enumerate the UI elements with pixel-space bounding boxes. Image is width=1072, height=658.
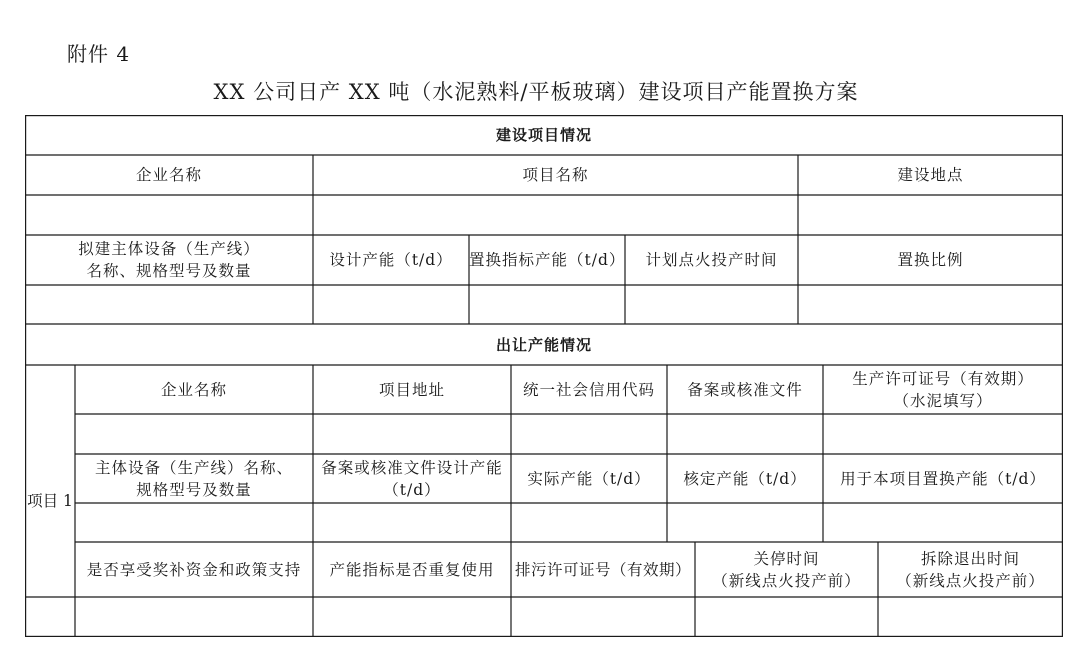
subsidy-support-header: 是否享受奖补资金和政策支持 [86,560,302,579]
transfer-section-heading: 出让产能情况 [495,335,592,354]
transfer-enterprise-name-header: 企业名称 [160,380,227,399]
design-capacity-value[interactable] [313,285,469,324]
filing-document-header: 备案或核准文件 [687,380,803,399]
credit-code-value[interactable] [511,414,667,454]
actual-capacity-header: 实际产能（t/d） [527,469,651,488]
quota-reused-header: 产能指标是否重复使用 [329,560,495,579]
demolition-time-value[interactable] [878,597,1063,637]
replacement-ratio-header: 置换比例 [897,251,964,269]
production-license-header: 生产许可证号（有效期） （水泥填写） [852,369,1034,410]
document-title: XX 公司日产 XX 吨（水泥熟料/平板玻璃）建设项目产能置换方案 [213,80,859,104]
project-1-label: 项目 1 [27,492,73,510]
replacement-quota-value[interactable] [469,285,625,324]
planned-equipment-value[interactable] [25,285,313,324]
actual-capacity-value[interactable] [511,503,667,542]
transfer-enterprise-name-value[interactable] [75,414,313,454]
subsidy-support-value[interactable] [75,597,313,637]
construction-section-heading: 建设项目情况 [495,126,592,144]
approved-capacity-value[interactable] [667,503,823,542]
replacement-ratio-value[interactable] [798,285,1063,324]
shutdown-time-value[interactable] [695,597,878,637]
planned-ignition-time-value[interactable] [625,285,798,324]
design-capacity-header: 设计产能（t/d） [329,251,453,269]
demolition-time-header: 拆除退出时间 （新线点火投产前） [896,549,1045,590]
filing-document-value[interactable] [667,414,823,454]
approved-capacity-header: 核定产能（t/d） [683,469,807,488]
attachment-label: 附件 4 [67,42,131,66]
capacity-replacement-table [25,115,1063,637]
planned-ignition-time-header: 计划点火投产时间 [645,251,778,269]
construction-site-header: 建设地点 [897,166,964,184]
construction-project-name-value[interactable] [313,195,798,235]
main-equipment-header: 主体设备（生产线）名称、 规格型号及数量 [94,458,293,499]
construction-enterprise-name-header: 企业名称 [135,166,202,184]
capacity-for-project-header: 用于本项目置换产能（t/d） [840,469,1046,488]
main-equipment-value[interactable] [75,503,313,542]
filing-design-capacity-value[interactable] [313,503,511,542]
project-address-header: 项目地址 [378,380,445,399]
construction-enterprise-name-value[interactable] [25,195,313,235]
construction-site-value[interactable] [798,195,1063,235]
replacement-quota-header: 置换指标产能（t/d） [469,251,626,269]
construction-project-name-header: 项目名称 [522,166,589,184]
quota-reused-value[interactable] [313,597,511,637]
project-address-value[interactable] [313,414,511,454]
production-license-value[interactable] [823,414,1063,454]
discharge-permit-value[interactable] [511,597,695,637]
credit-code-header: 统一社会信用代码 [522,380,655,399]
discharge-permit-header: 排污许可证号（有效期） [514,560,691,579]
capacity-for-project-value[interactable] [823,503,1063,542]
filing-design-capacity-header: 备案或核准文件设计产能 （t/d） [321,458,503,499]
shutdown-time-header: 关停时间 （新线点火投产前） [712,549,861,590]
planned-equipment-header: 拟建主体设备（生产线） 名称、规格型号及数量 [78,240,260,280]
